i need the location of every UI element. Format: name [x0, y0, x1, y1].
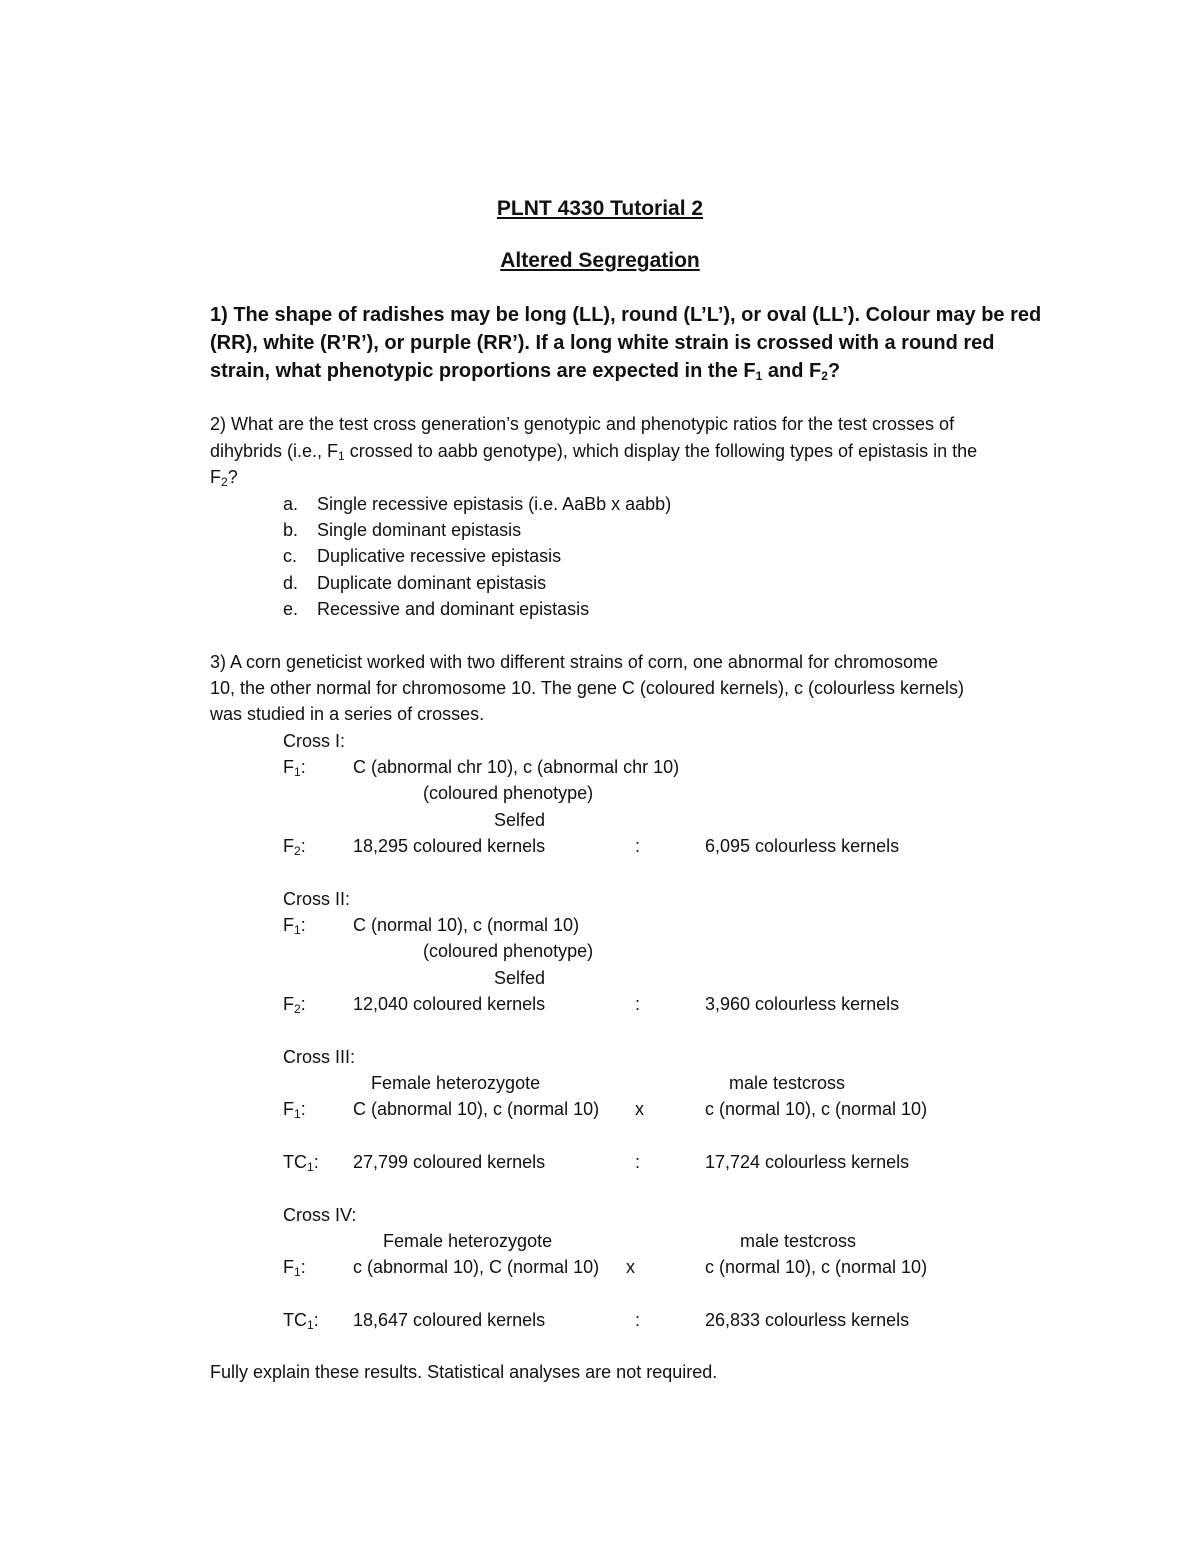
list-item-letter: b. [283, 520, 299, 540]
female-genotype: C (abnormal 10), c (normal 10) [353, 1099, 600, 1119]
list-item-text: Duplicative recessive epistasis [317, 546, 562, 566]
list-item-text: Duplicate dominant epistasis [317, 573, 547, 593]
male-genotype: c (normal 10), c (normal 10) [705, 1099, 928, 1119]
list-item-text: Single dominant epistasis [317, 520, 522, 540]
cross-heading: Cross IV: [283, 1205, 357, 1225]
female-genotype: c (abnormal 10), C (normal 10) [353, 1257, 600, 1277]
closing-instruction: Fully explain these results. Statistical analyses are not required. [210, 1362, 718, 1382]
selfed-note: Selfed [494, 810, 546, 830]
q1-line3: strain, what phenotypic proportions are expected in the $F_1$ and $F_2$? [210, 360, 841, 383]
selfed-note: Selfed [494, 968, 546, 988]
list-item-letter: e. [283, 599, 299, 619]
f1-label: $F_1$: [283, 1257, 306, 1279]
q1-line1: 1) The shape of radishes may be long (LL), round (L’L’), or oval (LL’). Colour may be red [210, 304, 1042, 326]
male-heading: male testcross [729, 1073, 846, 1093]
f1-label: $F_1$: [283, 915, 306, 937]
f2-colourless-count: 3,960 colourless kernels [705, 994, 900, 1014]
q3-line2: 10, the other normal for chromosome 10. The gene C (coloured kernels), c (colourless kernels) [210, 678, 965, 698]
tc-label: $TC_1$: [283, 1310, 319, 1332]
f1-label: $F_1$: [283, 757, 306, 779]
tc-coloured-count: 27,799 coloured kernels [353, 1152, 546, 1172]
cross-symbol: x [635, 1099, 644, 1119]
tc-colourless-count: 26,833 colourless kernels [705, 1310, 910, 1330]
phenotype-note: (coloured phenotype) [423, 783, 594, 803]
f1-genotype: C (normal 10), c (normal 10) [353, 915, 580, 935]
tc-coloured-count: 18,647 coloured kernels [353, 1310, 546, 1330]
f2-label: $F_2$: [283, 836, 306, 858]
list-item-letter: d. [283, 573, 299, 593]
list-item-letter: a. [283, 494, 299, 514]
male-genotype: c (normal 10), c (normal 10) [705, 1257, 928, 1277]
q3-line1: 3) A corn geneticist worked with two different strains of corn, one abnormal for chromosome [210, 652, 939, 672]
list-item-text: Recessive and dominant epistasis [317, 599, 590, 619]
page-subtitle: Altered Segregation [500, 249, 700, 272]
f1-genotype: C (abnormal chr 10), c (abnormal chr 10) [353, 757, 680, 777]
female-heading: Female heterozygote [383, 1231, 553, 1251]
f2-coloured-count: 18,295 coloured kernels [353, 836, 546, 856]
cross-symbol: x [626, 1257, 635, 1277]
tc-colourless-count: 17,724 colourless kernels [705, 1152, 910, 1172]
f2-label: $F_2$: [283, 994, 306, 1016]
list-item-letter: c. [283, 546, 298, 566]
q1-line2: (RR), white (R’R’), or purple (RR’). If a long white strain is crossed with a round red [210, 332, 995, 354]
tc-label: $TC_1$: [283, 1152, 319, 1174]
phenotype-note: (coloured phenotype) [423, 941, 594, 961]
male-heading: male testcross [740, 1231, 857, 1251]
cross-heading: Cross III: [283, 1047, 356, 1067]
f1-label: $F_1$: [283, 1099, 306, 1121]
ratio-separator: : [635, 994, 641, 1014]
q2-line2: dihybrids (i.e., $F_1$ crossed to aabb genotype), which display the following types of epistasis in the [210, 441, 978, 463]
female-heading: Female heterozygote [371, 1073, 541, 1093]
ratio-separator: : [635, 1310, 641, 1330]
q2-line1: 2) What are the test cross generation’s genotypic and phenotypic ratios for the test crosses of [210, 414, 955, 434]
f2-colourless-count: 6,095 colourless kernels [705, 836, 900, 856]
ratio-separator: : [635, 836, 641, 856]
q2-line3: $F_2$? [210, 467, 238, 489]
ratio-separator: : [635, 1152, 641, 1172]
cross-heading: Cross I: [283, 731, 346, 751]
list-item-text: Single recessive epistasis (i.e. AaBb x aabb) [317, 494, 672, 514]
cross-heading: Cross II: [283, 889, 351, 909]
q3-line3: was studied in a series of crosses. [210, 704, 485, 724]
page-title: PLNT 4330 Tutorial 2 [496, 197, 704, 220]
f2-coloured-count: 12,040 coloured kernels [353, 994, 546, 1014]
